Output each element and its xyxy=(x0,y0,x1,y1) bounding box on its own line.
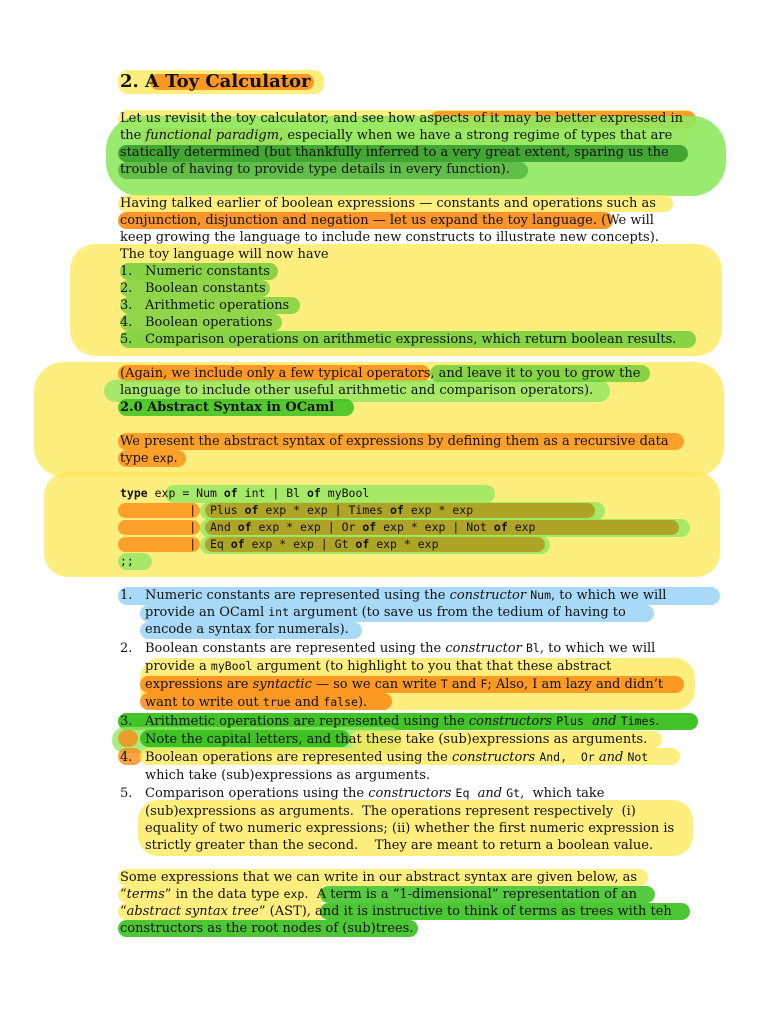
intro-line-3: statically determined (but thankfully inferred to a very great extent, sparing us the xyxy=(120,145,669,160)
list-item-continuation: which take (sub)expressions as arguments. xyxy=(145,768,431,783)
list-item: 2. Boolean constants are represented using the constructor Bl, to which we will xyxy=(120,641,656,656)
list-item-continuation: encode a syntax for numerals). xyxy=(145,622,349,637)
list-item-continuation: (sub)expressions as arguments. The operations represent respectively (i) xyxy=(145,804,636,819)
para5-line-3: “abstract syntax tree” (AST), and it is instructive to think of terms as trees with teh xyxy=(120,904,672,919)
para5-line-2: “terms” in the data type exp. A term is a “1-dimensional” representation of an xyxy=(120,887,638,902)
list-item-continuation: provide an OCaml int argument (to save us from the tedium of having to xyxy=(145,605,626,620)
para3-line-2: language to include other useful arithmetic and comparison operators). xyxy=(120,383,594,398)
list-item: 1. Numeric constants xyxy=(120,264,270,279)
list-item: 1. Numeric constants are represented using the constructor Num, to which we will xyxy=(120,588,667,603)
list-item: 5. Comparison operations on arithmetic expressions, which return boolean results. xyxy=(120,332,677,347)
list-item-continuation: Note the capital letters, and that these take (sub)expressions as arguments. xyxy=(145,732,648,747)
para4-line-1: We present the abstract syntax of expressions by defining them as a recursive data xyxy=(120,434,669,449)
list-item-continuation: expressions are syntactic — so we can write T and F; Also, I am lazy and didn’t xyxy=(145,677,664,692)
para3-line-1: (Again, we include only a few typical operators, and leave it to you to grow the xyxy=(120,366,641,381)
intro-line-1: Let us revisit the toy calculator, and see how aspects of it may be better expressed in xyxy=(120,111,683,126)
intro-line-4: trouble of having to provide type details in every function). xyxy=(120,162,510,177)
list-item-continuation: want to write out true and false). xyxy=(145,695,368,710)
para2-line-3: keep growing the language to include new constructs to illustrate new concepts). xyxy=(120,230,659,245)
para5-line-1: Some expressions that we can write in our abstract syntax are given below, as xyxy=(120,870,638,885)
section-heading: 2.0 Abstract Syntax in OCaml xyxy=(120,400,335,415)
list-item: 2. Boolean constants xyxy=(120,281,266,296)
list-item: 3. Arithmetic operations xyxy=(120,298,290,313)
para2-line-1: Having talked earlier of boolean expressions — constants and operations such as xyxy=(120,196,656,211)
functional-paradigm-term: functional paradigm xyxy=(145,128,280,143)
code-line-4: | Eq of exp * exp | Gt of exp * exp xyxy=(120,537,439,551)
list-item: 4. Boolean operations xyxy=(120,315,273,330)
list-item-continuation: provide a myBool argument (to highlight to you that that these abstract xyxy=(145,659,612,674)
para4-line-2: type exp. xyxy=(120,451,178,466)
intro-line-2: the functional paradigm, especially when we have a strong regime of types that are xyxy=(120,128,673,143)
code-line-2: | Plus of exp * exp | Times of exp * exp xyxy=(120,503,474,517)
para5-line-4: constructors as the root nodes of (sub)trees. xyxy=(120,921,414,936)
page-title: 2. A Toy Calculator xyxy=(120,71,311,92)
para2-line-2: conjunction, disjunction and negation — let us expand the toy language. (We will xyxy=(120,213,654,228)
list-item-continuation: equality of two numeric expressions; (ii) whether the first numeric expression is xyxy=(145,821,675,836)
list-item: 4. Boolean operations are represented using the constructors And, Or and Not xyxy=(120,750,649,765)
code-line-3: | And of exp * exp | Or of exp * exp | Not of exp xyxy=(120,520,536,534)
code-line-5: ;; xyxy=(120,554,134,568)
list-item-continuation: strictly greater than the second. They are meant to return a boolean value. xyxy=(145,838,654,853)
code-line-1: type exp = Num of int | Bl of myBool xyxy=(120,486,370,500)
para2-line-4: The toy language will now have xyxy=(120,247,329,262)
list-item: 5. Comparison operations using the constructors Eq and Gt, which take xyxy=(120,786,605,801)
list-item: 3. Arithmetic operations are represented using the constructors Plus and Times. xyxy=(120,714,660,729)
